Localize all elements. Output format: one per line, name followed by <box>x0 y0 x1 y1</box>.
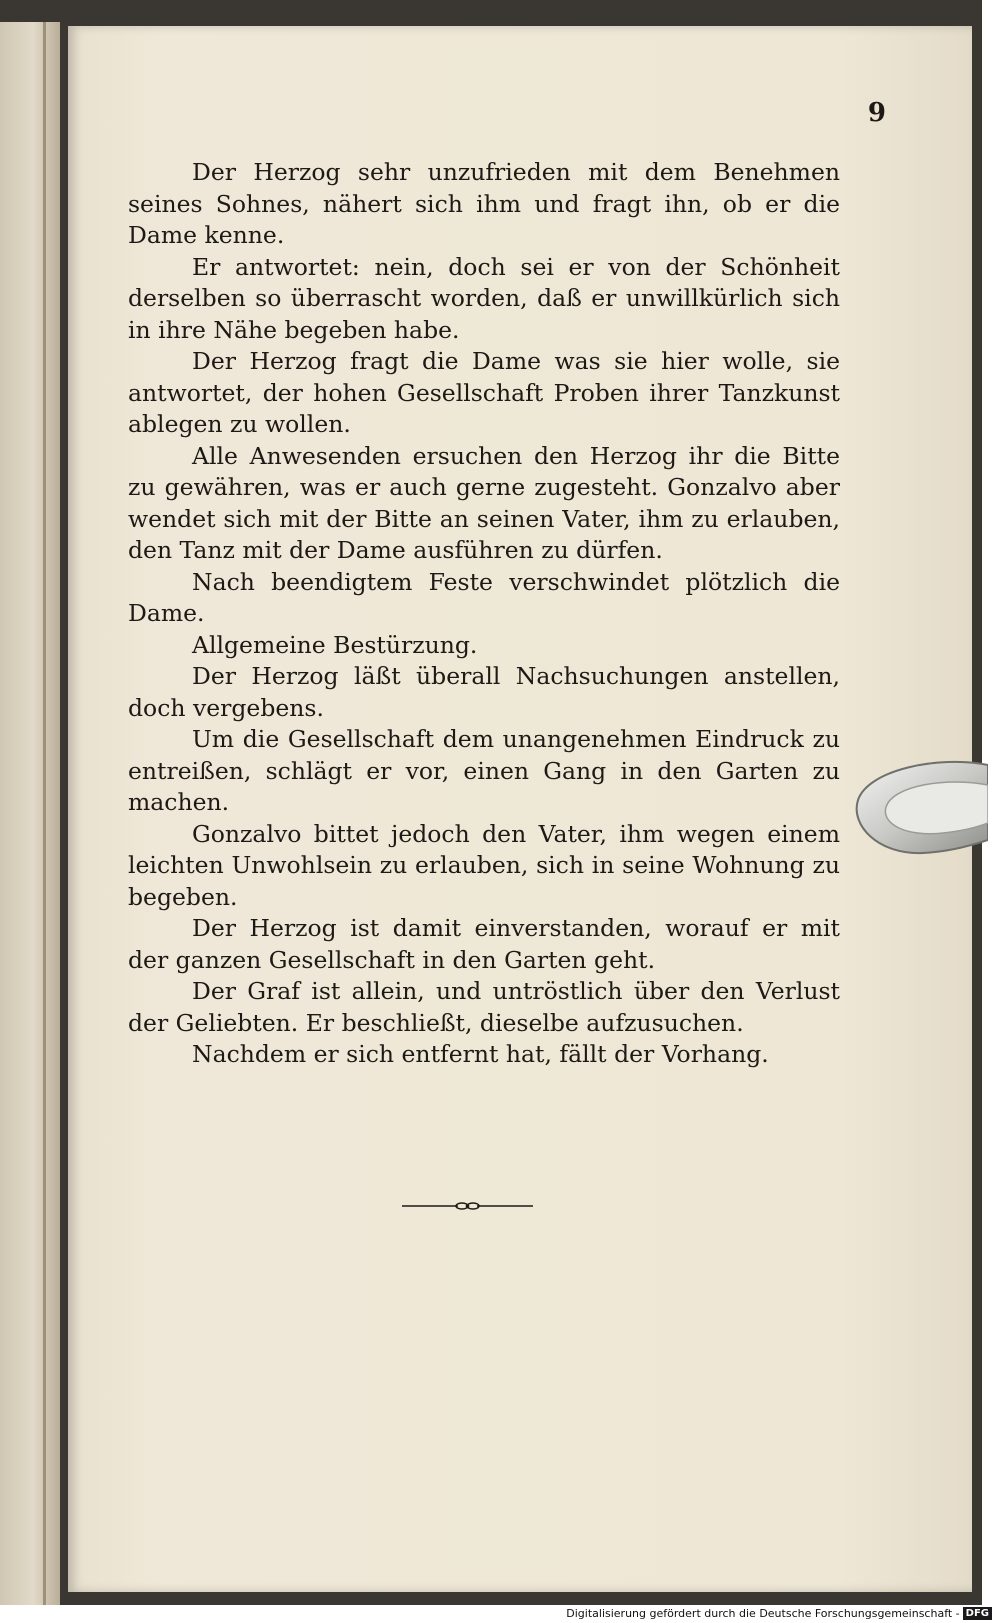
credit-text: Digitalisierung gefördert durch die Deutsche Forschungsgemeinschaft - <box>566 1606 960 1620</box>
paragraph: Der Graf ist allein, und untröstlich über den Verlust der Geliebten. Er beschließt, dieselbe aufzusuchen. <box>128 977 840 1037</box>
page-clip <box>848 755 988 865</box>
paragraph: Nachdem er sich entfernt hat, fällt der Vorhang. <box>192 1040 769 1068</box>
paragraph: Der Herzog fragt die Dame was sie hier wolle, sie antwortet, der hohen Gesellschaft Proben ihrer Tanzkunst ablegen zu wollen. <box>128 347 840 438</box>
paragraph: Um die Gesellschaft dem unangenehmen Eindruck zu entreißen, schlägt er vor, einen Gang in den Garten zu machen. <box>128 725 840 816</box>
paragraph: Der Herzog läßt überall Nachsuchungen anstellen, doch vergebens. <box>128 662 840 722</box>
paragraph: Er antwortet: nein, doch sei er von der Schönheit derselben so überrascht worden, daß er unwillkürlich sich in ihre Nähe begeben habe. <box>128 252 840 344</box>
previous-page-edge <box>0 22 60 1605</box>
paragraph: Gonzalvo bittet jedoch den Vater, ihm wegen einem leichten Unwohlsein zu erlauben, sich in seine Wohnung zu begeben. <box>128 819 840 911</box>
page-number: 9 <box>867 98 886 128</box>
digitization-credit <box>566 1606 992 1620</box>
paragraph: Alle Anwesenden ersuchen den Herzog ihr die Bitte zu gewähren, was er auch gerne zugesteht. Gonzalvo aber wendet sich mit der Bitte an seinen Vater, ihm zu erlauben, den Tanz mit der Dame ausführen zu dürfen. <box>128 441 840 564</box>
binding-shadow <box>43 22 46 1605</box>
paragraph: Allgemeine Bestürzung. <box>192 630 478 659</box>
dfg-logo: DFG <box>963 1607 992 1620</box>
paragraph: Der Herzog ist damit einverstanden, worauf er mit der ganzen Gesellschaft in den Garten geht. <box>128 914 840 974</box>
end-ornament <box>400 1196 535 1216</box>
paragraph: Der Herzog sehr unzufrieden mit dem Benehmen seines Sohnes, nähert sich ihm und fragt ihn, ob er die Dame kenne. <box>128 158 840 249</box>
paragraph: Nach beendigtem Feste verschwindet plötzlich die Dame. <box>128 567 840 627</box>
body-text <box>128 157 840 1071</box>
